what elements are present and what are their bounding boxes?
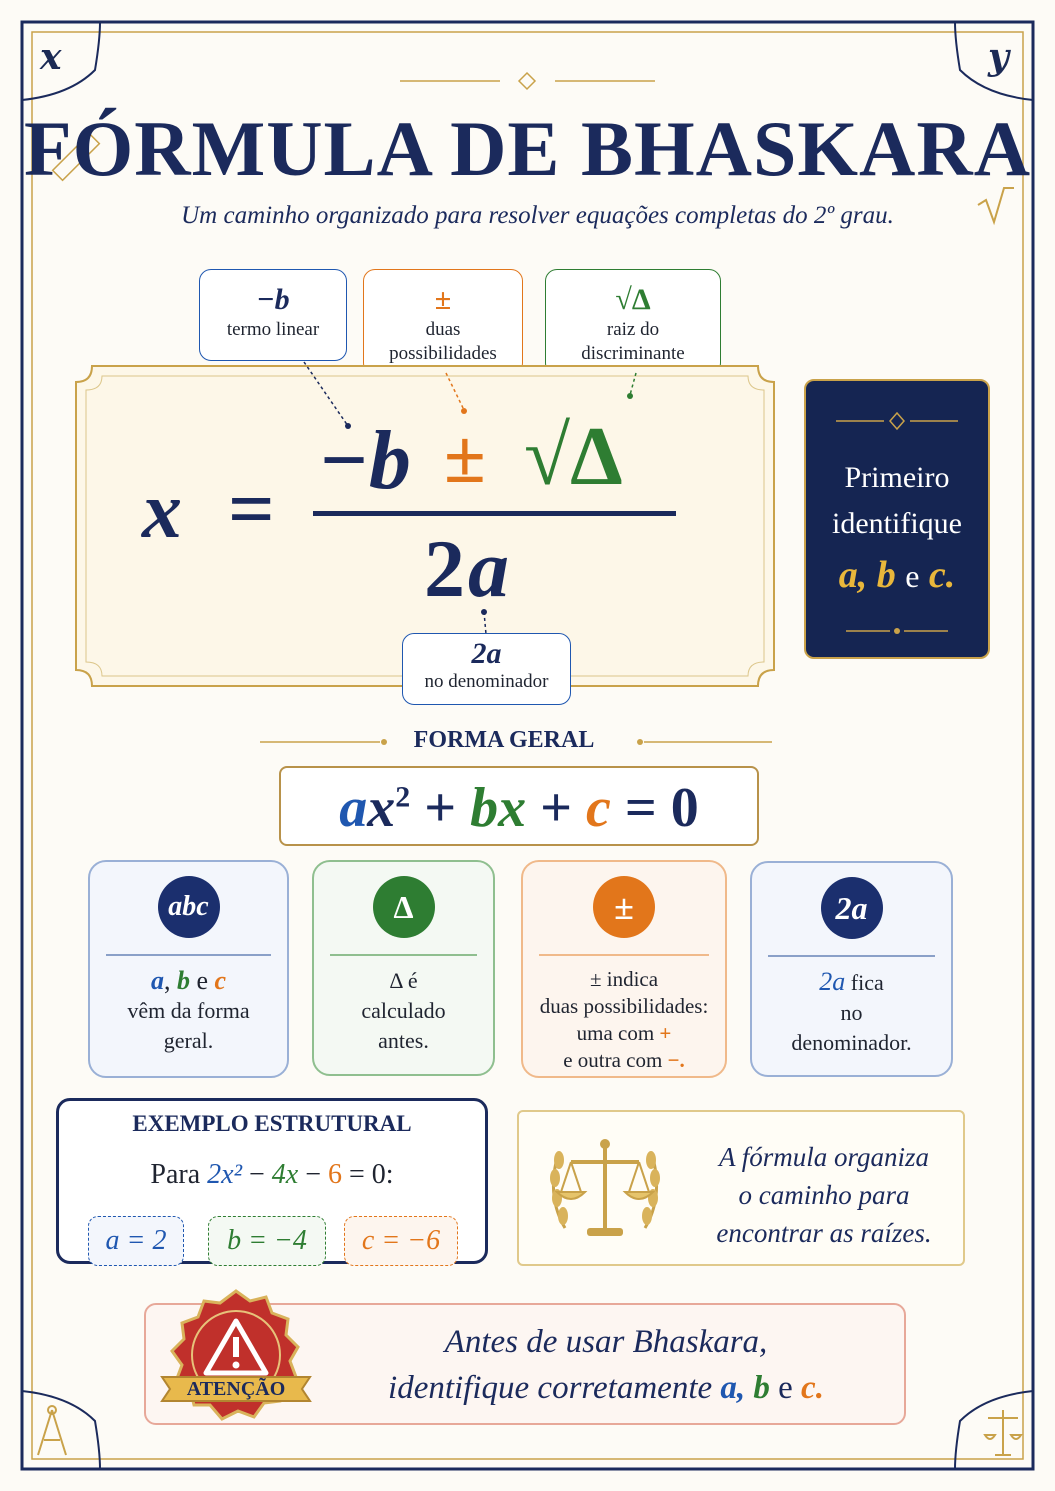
scale-of-justice-icon: [535, 1118, 675, 1258]
value-pill-b: b = −4: [208, 1216, 326, 1266]
callout-symbol: −b: [256, 283, 290, 316]
fg-x: x: [367, 777, 396, 839]
card-abc-c: c: [214, 965, 227, 995]
card-plus-minus: [521, 860, 727, 1078]
card-pm-plus: +: [659, 1020, 672, 1045]
callout-symbol: √Δ: [615, 283, 651, 316]
identify-sidebox: [804, 379, 990, 659]
ornament-bottom-icon: [806, 621, 988, 641]
card-2a: [750, 861, 953, 1077]
callout-text: raiz do discriminante: [581, 319, 685, 364]
atencao-c: c.: [801, 1370, 824, 1406]
quote-line2: o caminho para: [738, 1180, 910, 1210]
warning-seal-icon: [158, 1285, 314, 1435]
atencao-badge: ATENÇÃO: [186, 1378, 286, 1400]
atencao-b: b: [753, 1370, 770, 1406]
formula-lhs: x: [142, 467, 182, 555]
atencao-a: a,: [720, 1370, 746, 1406]
card-abc-text: vêm da forma geral.: [127, 997, 250, 1053]
compass-icon: [38, 1406, 66, 1455]
sidebox-line2: identifique: [832, 507, 962, 540]
card-divider: [330, 954, 477, 956]
delta-icon: Δ: [373, 876, 435, 938]
fraction-bar: [313, 511, 676, 516]
sidebox-line1: Primeiro: [844, 461, 950, 494]
page-subtitle: Um caminho organizado para resolver equações completas do 2º grau.: [181, 202, 894, 229]
card-abc-b: b: [176, 965, 190, 995]
page-title: FÓRMULA DE BHASKARA: [23, 105, 1032, 192]
card-delta-line1: Δ é: [389, 967, 418, 993]
callout-symbol: ±: [434, 283, 452, 316]
two-a-icon: 2a: [821, 877, 883, 939]
fg-bx: bx: [470, 777, 527, 839]
sidebox-c: c.: [928, 554, 956, 596]
card-divider: [768, 955, 935, 957]
forma-geral-heading: FORMA GERAL: [413, 727, 595, 753]
fg-exp: 2: [395, 780, 411, 814]
plus-minus-icon: ±: [593, 876, 655, 938]
quote-line1: A fórmula organiza: [718, 1142, 930, 1172]
card-delta: [312, 860, 495, 1076]
callout-text: duas possibilidades: [389, 319, 497, 364]
card-pm-line1: ± indica: [589, 966, 659, 991]
exemplo-para: Para: [150, 1159, 201, 1190]
exemplo-op1: −: [248, 1159, 265, 1190]
formula-equals: =: [228, 463, 275, 554]
value-pill-a: a = 2: [88, 1216, 184, 1266]
quote-box: [517, 1110, 965, 1266]
quote-line3: encontrar as raízes.: [716, 1218, 932, 1248]
callout-2a: [402, 633, 571, 705]
fg-plus1: +: [424, 777, 457, 839]
fg-a: a: [339, 777, 368, 839]
formula-denominator-a: a: [468, 523, 509, 614]
card-pm-line3: uma com: [576, 1020, 655, 1045]
formula-denominator-2: 2: [424, 523, 465, 614]
sidebox-e: e: [905, 558, 920, 594]
exemplo-t3: 6: [328, 1159, 343, 1190]
sidebox-ab: a, b: [838, 554, 896, 596]
exemplo-heading: EXEMPLO ESTRUTURAL: [132, 1111, 412, 1136]
formula-minus-b: −b: [318, 414, 411, 507]
card-divider: [106, 954, 271, 956]
atencao-e: e: [778, 1370, 793, 1406]
card-abc-e: e: [196, 965, 208, 995]
card-pm-line2: duas possibilidades:: [539, 993, 709, 1018]
forma-geral-box: [279, 766, 759, 846]
card-abc-a: a: [150, 965, 164, 995]
atencao-line2: identifique corretamente: [388, 1370, 713, 1406]
card-delta-line3: antes.: [378, 1027, 429, 1053]
callout-text: termo linear: [226, 319, 320, 340]
ornament-top-icon: [806, 401, 988, 441]
abc-icon: abc: [158, 876, 220, 938]
card-2a-symbol: 2a: [819, 966, 846, 996]
exemplo-t2: 4x: [271, 1159, 299, 1190]
exemplo-end: = 0:: [349, 1159, 394, 1190]
callout-text: no denominador: [424, 671, 549, 692]
formula-plus-minus: ±: [444, 415, 486, 499]
card-pm-line4: e outra com: [563, 1047, 663, 1072]
exemplo-t1: 2x²: [207, 1159, 242, 1190]
formula-sqrt-delta: √Δ: [524, 410, 623, 503]
small-scale-icon: [985, 1410, 1021, 1455]
fg-plus2: +: [540, 777, 573, 839]
card-2a-line3: denominador.: [791, 1029, 912, 1055]
exemplo-op2: −: [305, 1159, 322, 1190]
card-2a-fica: fica: [850, 969, 884, 995]
card-divider: [539, 954, 709, 956]
atencao-line1: Antes de usar Bhaskara,: [444, 1324, 768, 1360]
value-pill-c: c = −6: [344, 1216, 458, 1266]
fg-eq: = 0: [624, 777, 699, 839]
card-2a-line2: no: [840, 999, 863, 1025]
fg-c: c: [586, 777, 611, 839]
x-corner-label: x: [40, 36, 62, 78]
card-pm-minus: −.: [667, 1047, 685, 1072]
y-corner-label: y: [988, 36, 1009, 78]
card-delta-line2: calculado: [361, 997, 446, 1023]
card-abc: abc a, b e c vêm da forma geral.: [88, 860, 289, 1078]
callout-symbol: 2a: [471, 637, 502, 670]
